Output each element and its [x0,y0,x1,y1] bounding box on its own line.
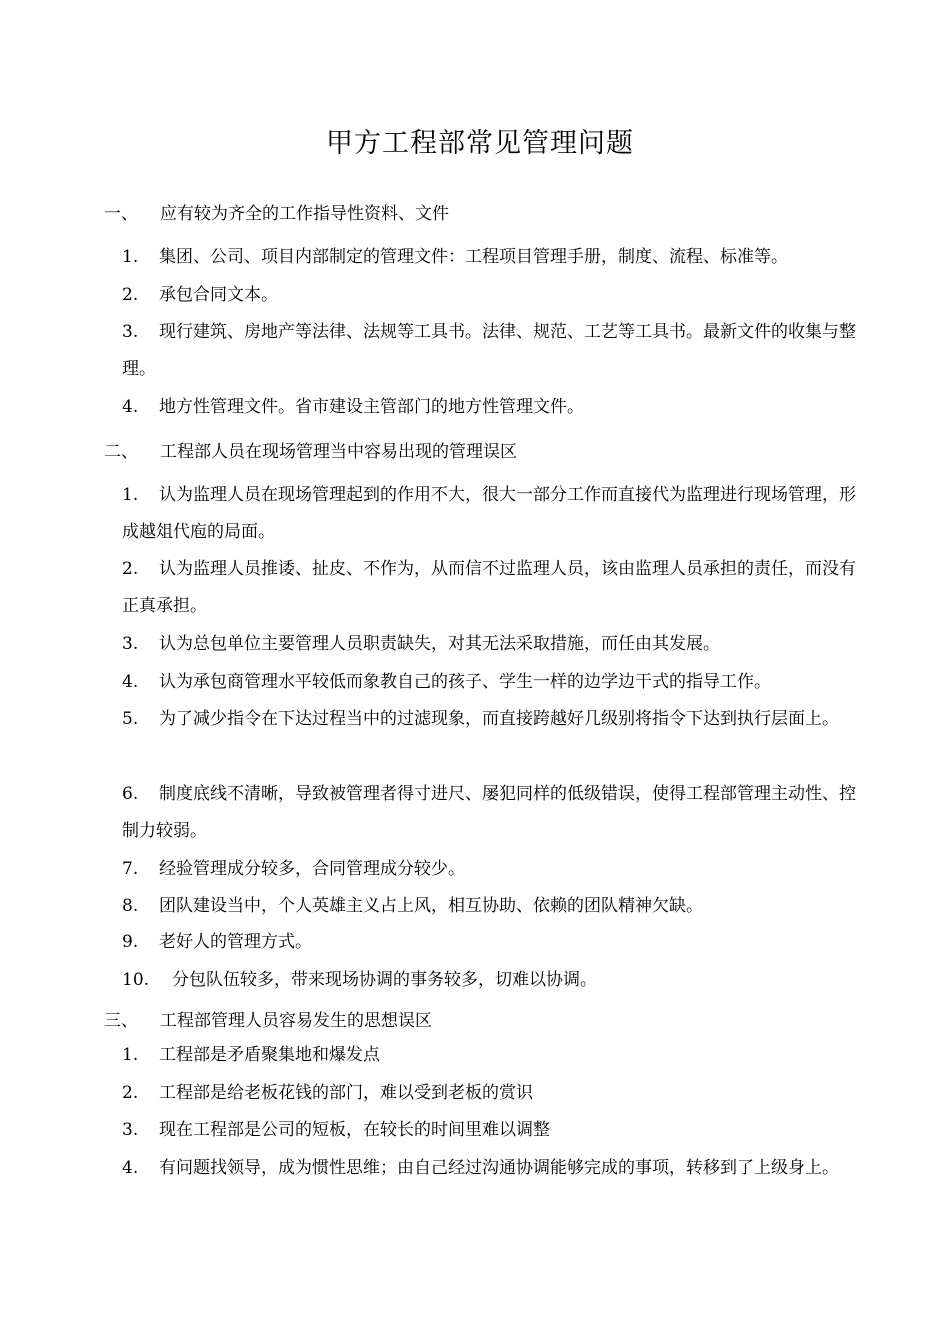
list-item [122,664,862,701]
section-number: 一、 [104,204,138,224]
page-title: 甲方工程部常见管理问题 [326,128,634,159]
item-number: 3. [122,1120,139,1140]
list-item [122,1150,862,1187]
section-number: 三、 [104,1011,138,1031]
list-item [122,924,862,961]
item-text: 为了减少指令在下达过程当中的过滤现象，而直接跨越好几级别将指令下达到执行层面上。 [159,709,839,729]
item-text: 有问题找领导，成为惯性思维；由自己经过沟通协调能够完成的事项，转移到了上级身上。 [159,1158,839,1178]
list-item [122,851,862,888]
list-item [122,551,862,625]
section-title: 工程部管理人员容易发生的思想误区 [160,1011,432,1031]
item-number: 7. [122,859,139,879]
item-number: 4. [122,1158,139,1178]
list-item [122,239,862,276]
item-number: 8. [122,896,139,916]
item-number: 1. [122,1045,139,1065]
list-item [122,776,862,850]
section-heading [104,441,517,463]
item-text: 现行建筑、房地产等法律、法规等工具书。法律、规范、工艺等工具书。最新文件的收集与整理。 [122,322,856,379]
item-text: 地方性管理文件。省市建设主管部门的地方性管理文件。 [159,397,584,417]
section-heading [104,203,449,225]
item-text: 现在工程部是公司的短板，在较长的时间里难以调整 [159,1120,550,1140]
list-item [122,626,862,663]
list-item [122,1037,862,1074]
item-text: 承包合同文本。 [159,285,278,305]
item-text: 集团、公司、项目内部制定的管理文件：工程项目管理手册，制度、流程、标准等。 [159,247,788,267]
item-number: 2. [122,559,139,579]
list-item [122,1112,862,1149]
item-number: 2. [122,285,139,305]
item-number: 1. [122,485,139,505]
list-item [122,277,862,314]
item-number: 4. [122,397,139,417]
section-title: 应有较为齐全的工作指导性资料、文件 [160,204,449,224]
item-number: 3. [122,322,139,342]
item-text: 认为总包单位主要管理人员职责缺失，对其无法采取措施，而任由其发展。 [159,634,720,654]
item-text: 认为承包商管理水平较低而象教自己的孩子、学生一样的边学边干式的指导工作。 [159,672,771,692]
item-number: 5. [122,709,139,729]
item-number: 10. [122,970,150,990]
section-number: 二、 [104,442,138,462]
list-item [122,477,862,551]
list-item [122,888,862,925]
item-text: 工程部是给老板花钱的部门，难以受到老板的赏识 [159,1083,533,1103]
list-item [122,389,862,426]
item-text: 认为监理人员推诿、扯皮、不作为，从而信不过监理人员，该由监理人员承担的责任，而没有正真承担。 [122,559,856,616]
item-text: 老好人的管理方式。 [159,932,312,952]
list-item [122,314,862,388]
item-number: 4. [122,672,139,692]
item-number: 2. [122,1083,139,1103]
section-heading [104,1010,432,1032]
section-title: 工程部人员在现场管理当中容易出现的管理误区 [160,442,517,462]
list-item [122,701,862,738]
item-number: 3. [122,634,139,654]
item-number: 9. [122,932,139,952]
item-text: 制度底线不清晰，导致被管理者得寸进尺、屡犯同样的低级错误，使得工程部管理主动性、控制力较弱。 [122,784,856,841]
item-number: 1. [122,247,139,267]
item-text: 工程部是矛盾聚集地和爆发点 [159,1045,380,1065]
list-item [122,962,862,999]
item-number: 6. [122,784,139,804]
list-item [122,1075,862,1112]
item-text: 经验管理成分较多，合同管理成分较少。 [159,859,465,879]
item-text: 团队建设当中，个人英雄主义占上风，相互协助、依赖的团队精神欠缺。 [159,896,703,916]
item-text: 分包队伍较多，带来现场协调的事务较多，切难以协调。 [172,970,597,990]
item-text: 认为监理人员在现场管理起到的作用不大，很大一部分工作而直接代为监理进行现场管理，形成越俎代庖的局面。 [122,485,856,542]
